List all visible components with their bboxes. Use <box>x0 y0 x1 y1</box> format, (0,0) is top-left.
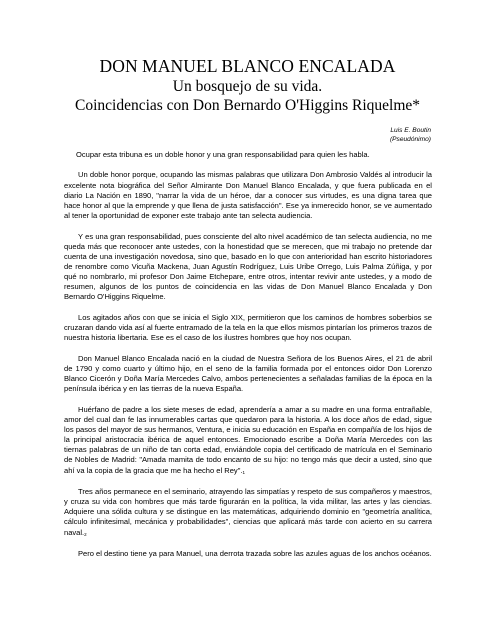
paragraph-6 <box>64 405 432 477</box>
paragraph-5: Don Manuel Blanco Encalada nació en la ciudad de Nuestra Señora de los Buenos Aires, el 21 de abril de 1790 y como cuarto y último hijo, en el seno de la familia formada por el entonces oidor Don Lorenzo Blanco Cicerón y Doña María Mercedes Calvo, ambos pertenecientes a señaladas familias de la época en la península ibérica y en las tierras de la nueva España. <box>64 353 432 394</box>
paragraph-7-text: Tres años permanece en el seminario, atrayendo las simpatías y respeto de sus compañeros y maestros, y cruza su vida con hombres que más tarde figurarán en la política, la vida militar, las artes y las ciencias. Adquiere una sólida cultura y se distingue en las matemáticas, adquiriendo dominio en "geometría analítica, cálculo infinitesimal, mecánica y probabilidades", ciencias que aplicará más tarde con acierto en su carrera naval. <box>64 487 432 537</box>
author-pseudonym: (Pseudónimo) <box>389 136 431 143</box>
page-title: DON MANUEL BLANCO ENCALADA <box>99 56 396 76</box>
subtitle-line-2: Coincidencias con Don Bernardo O'Higgins Riquelme* <box>74 97 421 114</box>
body-text <box>64 150 432 570</box>
title-block <box>0 56 495 115</box>
footnote-marker-1: 1 <box>242 469 245 475</box>
paragraph-1: Ocupar esta tribuna es un doble honor y una gran responsabilidad para quien les habla. <box>76 150 370 159</box>
author-block <box>390 126 431 144</box>
paragraph-7 <box>64 487 432 539</box>
footnote-marker-2: 2 <box>84 531 87 537</box>
author-name: Luis E. Boutin <box>390 127 431 134</box>
paragraph-4: Los agitados años con que se inicia el Siglo XIX, permitieron que los caminos de hombres soberbios se cruzaran dando vida así al fuerte entramado de la tela en la que ellos mismos pintarían los primeros trazos de nuestra historia libertaria. Ese es el caso de los ilustres hombres que hoy nos ocupan. <box>64 312 432 343</box>
paragraph-6-text: Huérfano de padre a los siete meses de edad, aprendería a amar a su madre en una forma entrañable, amor del cual dan fe las innumerables cartas que quedaron para la historia. A los doce años de edad, sigue los pasos del mayor de sus hermanos, Ventura, e inicia su educación en España en compañía de los hijos de la principal aristocracia ibérica de aquel entonces. Emocionado escribe a Doña María Mercedes con las tiernas palabras de un niño de tan corta edad, enviándole copia del certificado de matrícula en el Seminario de Nobles de Madrid: "Amada mamita de todo encanto de su hijo: no tengo más que decir a usted, sino que ahí va la copia de la gracia que me ha hecho el Rey". <box>64 404 432 475</box>
paragraph-3: Y es una gran responsabilidad, pues consciente del alto nivel académico de tan selecta audiencia, no me queda más que reconocer ante ustedes, con la honestidad que se merecen, que mi trabajo no pretende dar cuenta de una investigación novedosa, sino que, basado en lo que con anterioridad han escrito historiadores de renombre como Vicuña Mackena, Juan Agustín Rodríguez, Luis Uribe Orrego, Luis Palma Zúñiga, y por qué no nombrarlo, mi profesor Don Jaime Etchepare, entre otros, intentar revivir ante ustedes, y a modo de resumen, algunos de los puntos de coincidencia en las vidas de Don Manuel Blanco Encalada y Don Bernardo O'Higgins Riquelme. <box>64 231 432 302</box>
subtitle-line-1: Un bosquejo de su vida. <box>172 78 323 95</box>
paragraph-2: Un doble honor porque, ocupando las mismas palabras que utilizara Don Ambrosio Valdés al introducir la excelente nota biográfica del Señor Almirante Don Manuel Blanco Encalada, y que fuera publicada en el diario La Nación en 1890, "narrar la vida de un héroe, dar a conocer sus virtudes, es una digna tarea que hace honor al que la emprende y que llena de justa satisfacción". Ese ya inmerecido honor, se ve aumentado al tener la oportunidad de exponer este trabajo ante tan selecta audiencia. <box>64 170 432 221</box>
paragraph-8: Pero el destino tiene ya para Manuel, una derrota trazada sobre las azules aguas de los anchos océanos. <box>78 549 432 559</box>
